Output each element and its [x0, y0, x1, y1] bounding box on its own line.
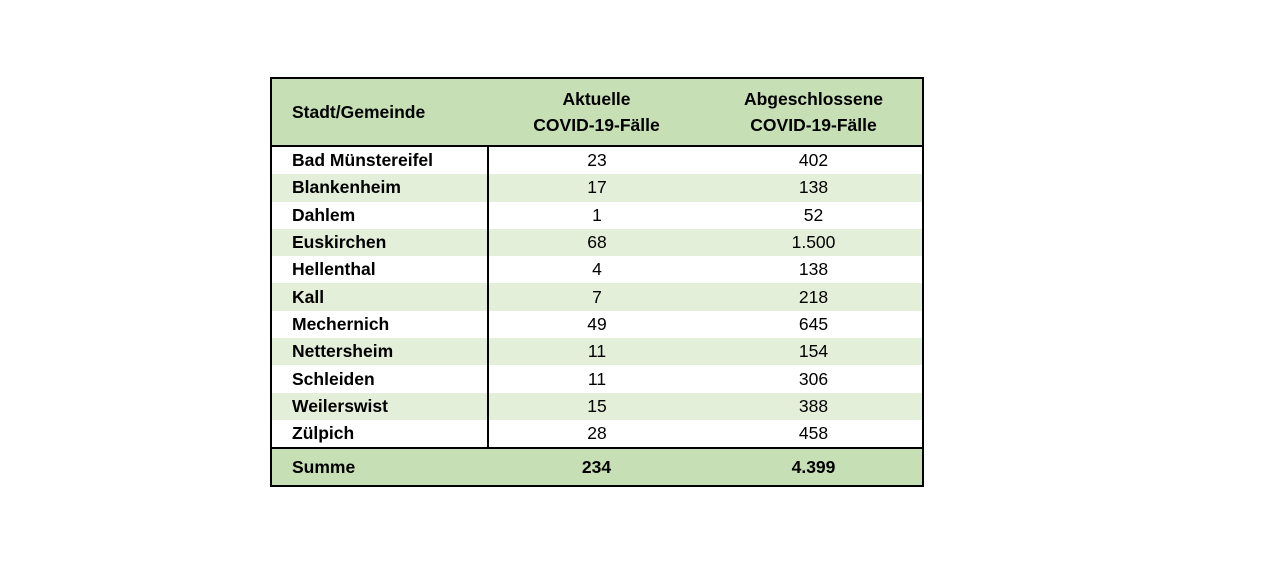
- header-current-cases: [488, 78, 705, 146]
- current-cases-value: 11: [488, 338, 705, 365]
- municipality-name: Mechernich: [271, 311, 488, 338]
- current-cases-value: 23: [488, 146, 705, 174]
- municipality-name: Kall: [271, 283, 488, 310]
- current-cases-value: 11: [488, 365, 705, 392]
- current-cases-value: 68: [488, 229, 705, 256]
- closed-cases-value: 138: [705, 256, 923, 283]
- municipality-name: Zülpich: [271, 420, 488, 448]
- table-row: [271, 365, 923, 392]
- header-closed-cases-line2: COVID-19-Fälle: [750, 115, 877, 135]
- closed-cases-value: 154: [705, 338, 923, 365]
- sum-current-cases: 234: [488, 448, 705, 486]
- closed-cases-value: 306: [705, 365, 923, 392]
- table-row: [271, 283, 923, 310]
- table-row: [271, 202, 923, 229]
- current-cases-value: 1: [488, 202, 705, 229]
- table-row: [271, 256, 923, 283]
- table-row: [271, 393, 923, 420]
- table-row: [271, 338, 923, 365]
- municipality-name: Weilerswist: [271, 393, 488, 420]
- closed-cases-value: 218: [705, 283, 923, 310]
- municipality-name: Nettersheim: [271, 338, 488, 365]
- table-row: [271, 420, 923, 448]
- table-row: [271, 229, 923, 256]
- current-cases-value: 4: [488, 256, 705, 283]
- municipality-name: Euskirchen: [271, 229, 488, 256]
- header-current-cases-line1: Aktuelle: [562, 89, 631, 109]
- closed-cases-value: 458: [705, 420, 923, 448]
- current-cases-value: 28: [488, 420, 705, 448]
- municipality-name: Blankenheim: [271, 174, 488, 201]
- closed-cases-value: 388: [705, 393, 923, 420]
- closed-cases-value: 645: [705, 311, 923, 338]
- table-header-row: [271, 78, 923, 146]
- covid-cases-table: [270, 77, 924, 487]
- sum-row: [271, 448, 923, 486]
- closed-cases-value: 402: [705, 146, 923, 174]
- sum-label: Summe: [271, 448, 488, 486]
- current-cases-value: 49: [488, 311, 705, 338]
- header-closed-cases-line1: Abgeschlossene: [743, 89, 884, 109]
- municipality-name: Hellenthal: [271, 256, 488, 283]
- municipality-name: Schleiden: [271, 365, 488, 392]
- header-current-cases-line2: COVID-19-Fälle: [533, 115, 660, 135]
- municipality-name: Dahlem: [271, 202, 488, 229]
- closed-cases-value: 1.500: [705, 229, 923, 256]
- closed-cases-value: 52: [705, 202, 923, 229]
- table-row: [271, 146, 923, 174]
- header-municipality: Stadt/Gemeinde: [271, 78, 488, 146]
- closed-cases-value: 138: [705, 174, 923, 201]
- sum-closed-cases: 4.399: [705, 448, 923, 486]
- table-row: [271, 174, 923, 201]
- table-row: [271, 311, 923, 338]
- municipality-name: Bad Münstereifel: [271, 146, 488, 174]
- current-cases-value: 15: [488, 393, 705, 420]
- header-closed-cases: [705, 78, 923, 146]
- current-cases-value: 17: [488, 174, 705, 201]
- current-cases-value: 7: [488, 283, 705, 310]
